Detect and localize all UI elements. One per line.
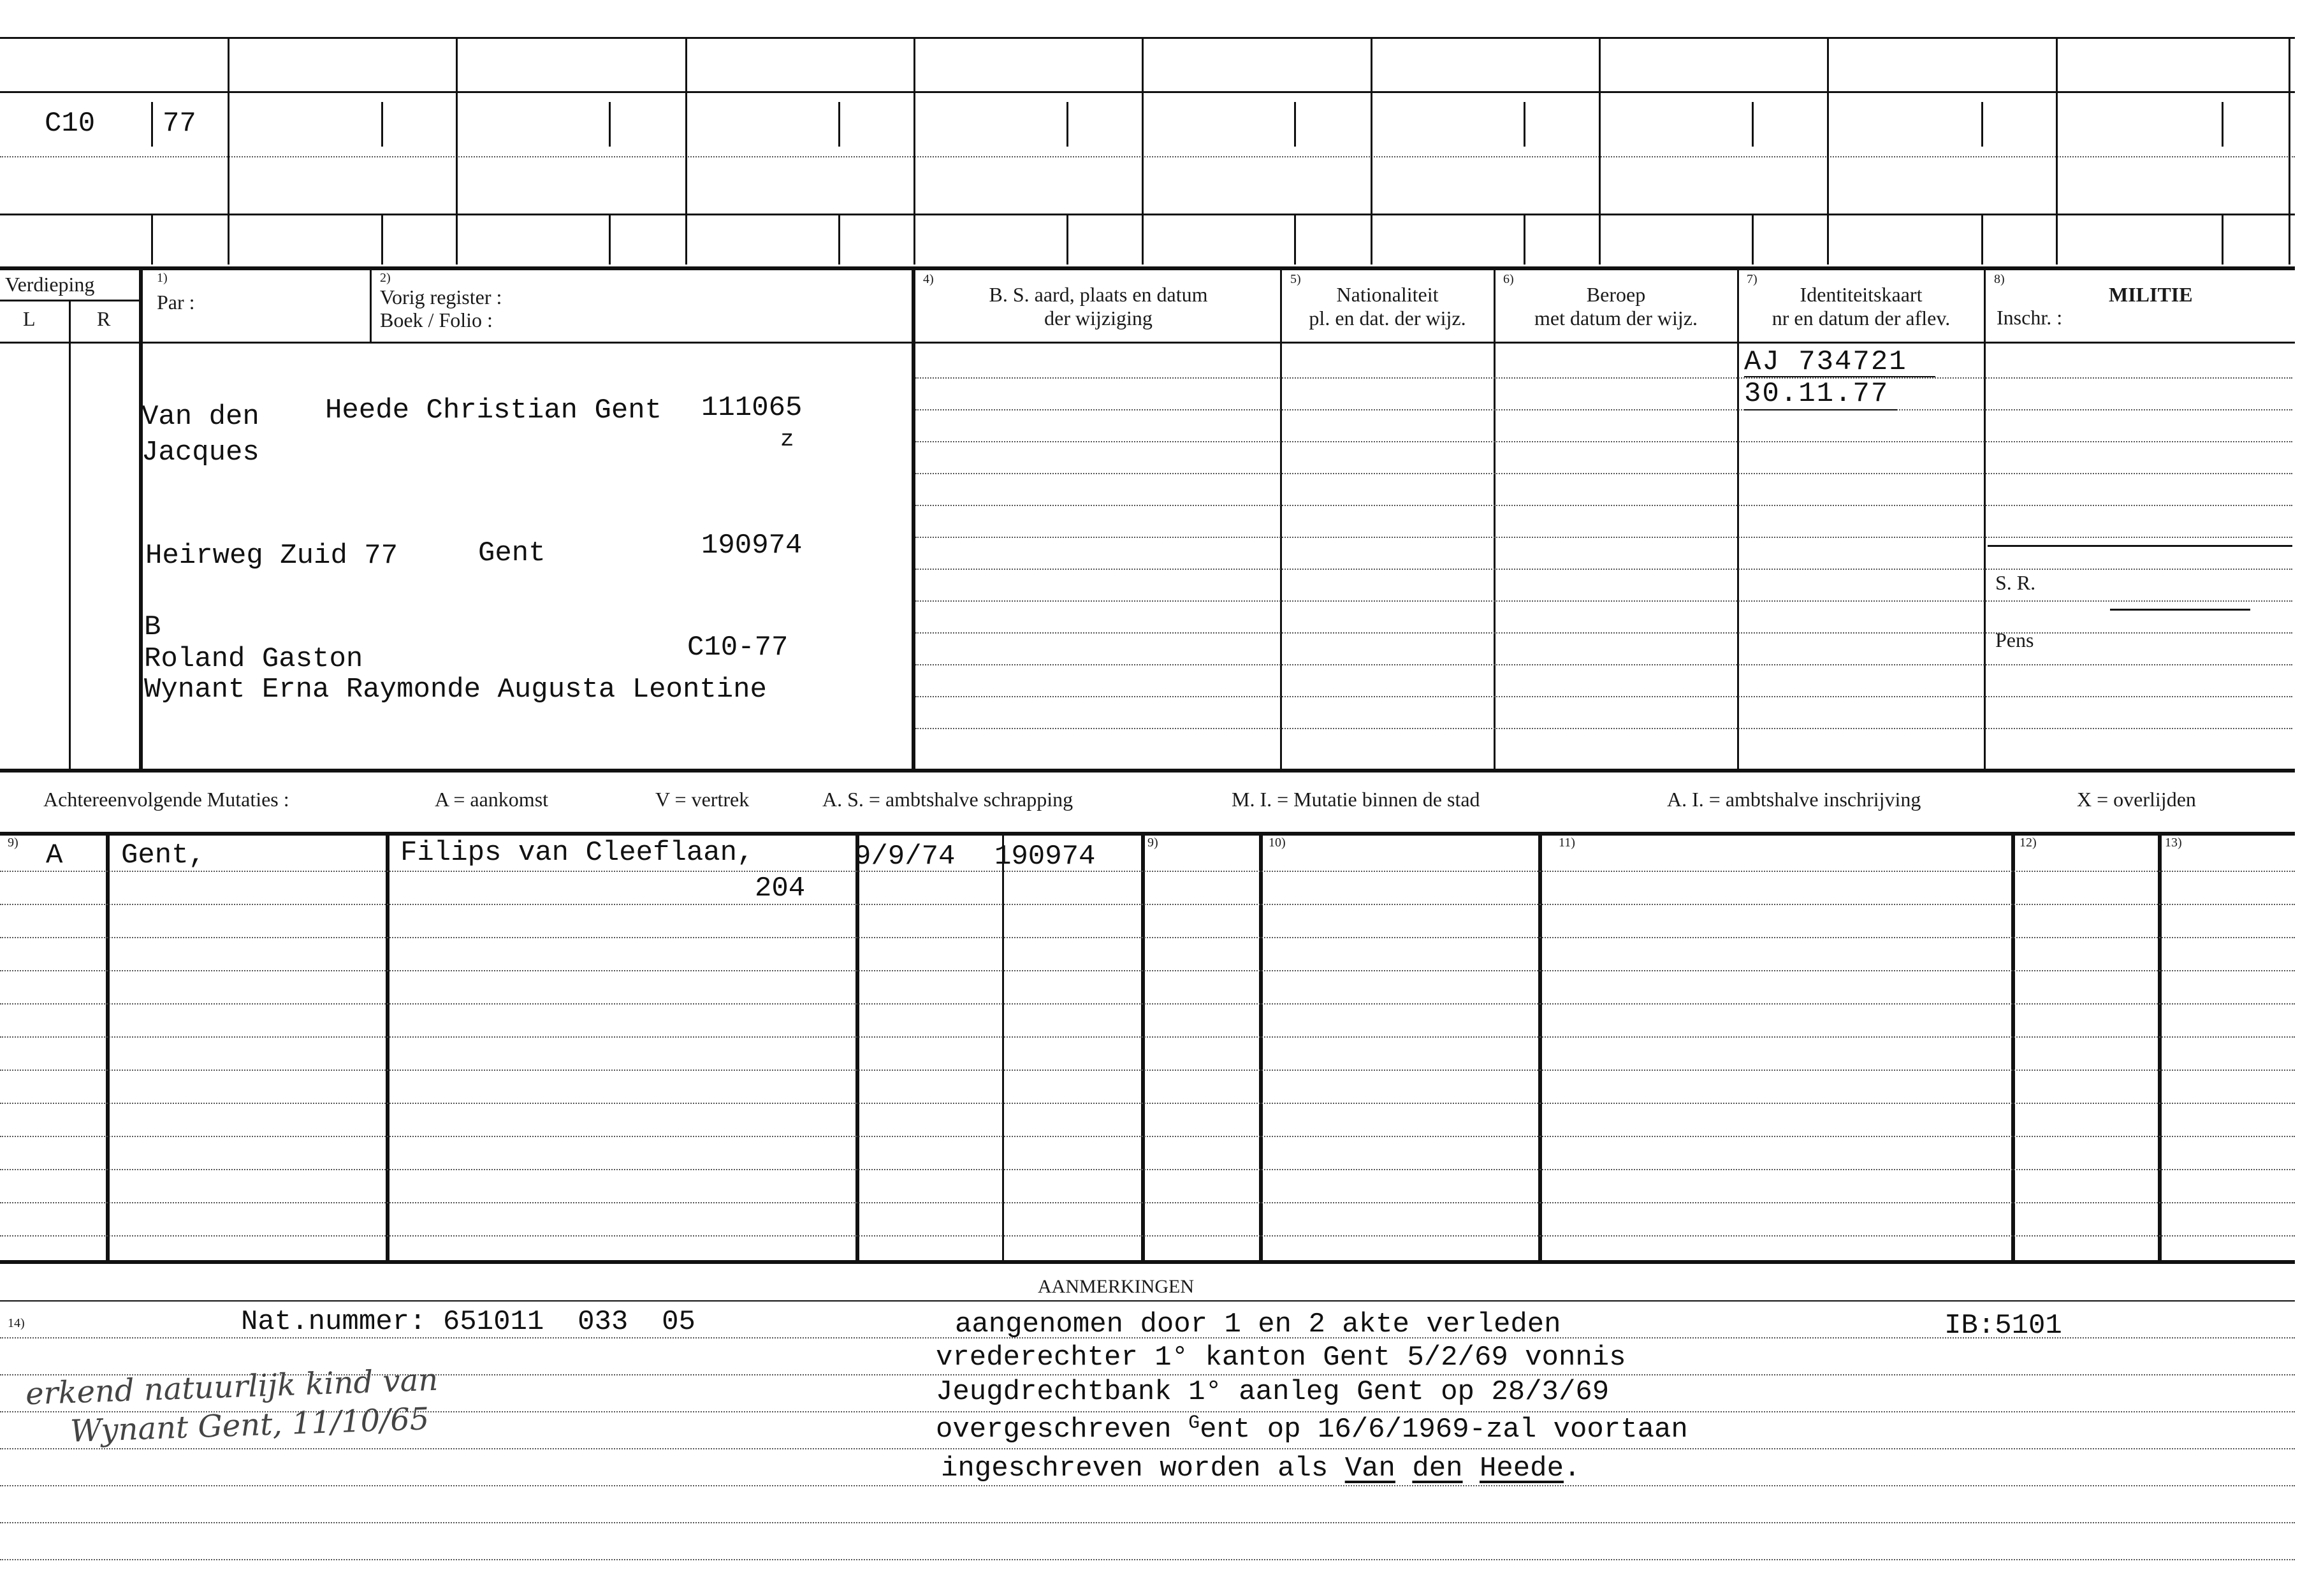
grid-line	[685, 37, 687, 265]
underlined-heede: Heede	[1479, 1453, 1564, 1484]
rule	[915, 664, 2292, 665]
handwritten-note-1: erkend natuurlijk kind van	[25, 1361, 439, 1412]
rule	[915, 632, 2292, 634]
rule	[915, 409, 2292, 410]
city: Gent	[478, 537, 546, 569]
beroep-header-line2: met datum der wijz.	[1534, 306, 1698, 330]
table-bottom-border	[0, 769, 2295, 773]
inschr-label: Inschr. :	[1997, 306, 2063, 329]
col1-number: 1)	[157, 271, 168, 285]
nat-header-line2: pl. en dat. der wijz.	[1309, 306, 1466, 330]
handwritten-note-2: Wynant Gent, 11/10/65	[69, 1401, 430, 1449]
mutation-street: Filips van Cleeflaan,	[400, 837, 754, 869]
grid-line	[2222, 102, 2223, 147]
col-divider-militie	[1984, 269, 1986, 769]
grid-line	[1599, 37, 1601, 265]
mut-col-line	[386, 834, 389, 1260]
grid-line	[228, 37, 229, 265]
grid-line	[2222, 214, 2223, 265]
vorig-register-label: Vorig register :	[380, 286, 502, 308]
grid-line	[1371, 37, 1372, 265]
status: B	[144, 611, 161, 643]
grid-line	[1294, 214, 1296, 265]
mut-col-line	[106, 834, 110, 1260]
legend-as: A. S. = ambtshalve schrapping	[822, 788, 1073, 811]
address-number: 77	[163, 108, 196, 140]
mutation-type: A	[46, 839, 63, 871]
rule	[915, 537, 2292, 538]
remark-line-3: Jeugdrechtbank 1° aanleg Gent op 28/3/69	[936, 1376, 1610, 1408]
ib-code: IB:5101	[1944, 1310, 2062, 1342]
identiteitskaart-header	[1738, 283, 1984, 330]
beroep-header-line1: Beroep	[1586, 283, 1646, 306]
rule	[0, 1559, 2295, 1560]
grid-line	[0, 91, 2295, 93]
mut-col12-number: 12)	[2020, 836, 2037, 850]
grid-line	[1066, 214, 1068, 265]
rule	[915, 377, 2292, 379]
grid-line	[1752, 214, 1754, 265]
mut-col9b-number: 9)	[1147, 836, 1158, 850]
rule	[915, 696, 2292, 697]
bs-header-line2: der wijziging	[1044, 306, 1153, 330]
grid-line	[0, 37, 2295, 39]
grid-line	[151, 214, 153, 265]
header-bottom-border	[0, 342, 2295, 344]
father-name: Roland Gaston	[144, 643, 363, 675]
mut-col-line	[1002, 834, 1004, 1260]
rule	[0, 1136, 2295, 1137]
rule	[0, 1202, 2295, 1203]
col5-number: 5)	[1290, 272, 1301, 286]
mutations-bottom-border	[0, 1260, 2295, 1264]
legend-v: V = vertrek	[655, 788, 750, 811]
underlined-den: den	[1412, 1453, 1463, 1484]
grid-line	[1142, 37, 1144, 265]
id-header-line1: Identiteitskaart	[1800, 283, 1923, 306]
mutations-title: Achtereenvolgende Mutaties :	[43, 788, 289, 811]
left-label: L	[23, 307, 36, 330]
rule	[0, 1448, 2295, 1449]
mut-col10-number: 10)	[1269, 836, 1286, 850]
id-underline	[1744, 376, 1935, 377]
pens-label: Pens	[1995, 628, 2034, 651]
mark-z: z	[780, 426, 794, 453]
boek-folio-label: Boek / Folio :	[380, 308, 493, 331]
remark-line-4a: overgeschreven	[936, 1414, 1189, 1446]
col-divider-nat	[1280, 269, 1282, 769]
grid-line	[151, 102, 153, 147]
mut-col9-number: 9)	[8, 836, 18, 850]
rule	[0, 1070, 2295, 1071]
col8-number: 8)	[1994, 272, 2005, 286]
mut-col-line	[1538, 834, 1542, 1260]
remark-line-5a: ingeschreven worden als	[941, 1453, 1345, 1484]
grid-line	[2289, 37, 2290, 265]
grid-line	[2056, 37, 2058, 265]
rule	[915, 505, 2292, 506]
rule	[0, 937, 2295, 938]
mut-col-line	[2158, 834, 2162, 1260]
grid-line	[1524, 102, 1525, 147]
verdieping-label: Verdieping	[5, 273, 95, 296]
remark-line-5e: .	[1563, 1453, 1581, 1484]
remarks-number: 14)	[8, 1316, 25, 1330]
rule	[0, 970, 2295, 971]
rule	[915, 569, 2292, 570]
beroep-header	[1495, 283, 1737, 330]
grid-line	[381, 102, 383, 147]
militie-header: MILITIE	[2109, 283, 2193, 306]
grid-line	[381, 214, 383, 265]
col6-number: 6)	[1503, 272, 1514, 286]
id-header-line2: nr en datum der aflev.	[1772, 306, 1951, 330]
reference: C10-77	[687, 632, 789, 664]
mother-name: Wynant Erna Raymonde Augusta Leontine	[144, 674, 767, 706]
rule	[0, 1485, 2295, 1486]
grid-line	[609, 102, 611, 147]
id-underline	[1744, 409, 1897, 410]
grid-line	[1294, 102, 1296, 147]
rule	[915, 473, 2292, 474]
rule	[915, 441, 2292, 442]
grid-line	[1524, 214, 1525, 265]
surname-prefix: Van den	[142, 401, 259, 433]
legend-x: X = overlijden	[2077, 788, 2196, 811]
grid-line	[1827, 37, 1829, 265]
rule	[0, 1235, 2295, 1237]
col7-number: 7)	[1747, 272, 1758, 286]
bs-header	[918, 283, 1279, 330]
mutation-date: 9/9/74	[854, 841, 956, 873]
name-line: Heede Christian Gent	[325, 395, 662, 426]
col-divider-bs	[912, 269, 915, 769]
nat-nummer: Nat.nummer: 651011 033 05	[241, 1306, 695, 1338]
mutation-house-number: 204	[755, 873, 806, 904]
rule	[0, 1169, 2295, 1170]
id-card-date: 30.11.77	[1744, 378, 1889, 410]
col-divider-beroep	[1494, 269, 1496, 769]
lr-divider	[69, 300, 71, 769]
street: Heirweg Zuid 77	[145, 540, 398, 572]
address-code: C10	[45, 108, 96, 140]
mutation-code: 190974	[994, 841, 1096, 873]
remark-line-2: vrederechter 1° kanton Gent 5/2/69 vonnis	[936, 1342, 1626, 1374]
remark-line-4c: ent op 16/6/1969-zal voortaan	[1200, 1414, 1688, 1446]
nationaliteit-header	[1281, 283, 1494, 330]
mut-col-line	[2011, 834, 2015, 1260]
nat-header-line1: Nationaliteit	[1336, 283, 1439, 306]
rule	[0, 871, 2295, 872]
grid-line	[838, 214, 840, 265]
rule	[0, 904, 2295, 905]
col4-number: 4)	[923, 272, 934, 286]
remarks-title-line	[0, 1300, 2295, 1302]
militie-divider	[1988, 545, 2292, 547]
first-name-2: Jacques	[142, 437, 259, 468]
rule	[915, 600, 2292, 602]
rule	[915, 728, 2292, 729]
header-top-border	[0, 266, 2295, 270]
grid-line	[1981, 102, 1983, 147]
grid-line	[0, 214, 2295, 215]
grid-line	[1752, 102, 1754, 147]
id-card-number: AJ 734721	[1744, 346, 1907, 378]
mut-col-line	[1259, 834, 1263, 1260]
mut-col-line	[855, 834, 859, 1260]
mut-col11-number: 11)	[1559, 836, 1575, 850]
rule	[0, 1036, 2295, 1038]
underlined-van: Van	[1344, 1453, 1395, 1484]
grid-line	[1066, 102, 1068, 147]
legend-ai: A. I. = ambtshalve inschrijving	[1667, 788, 1921, 811]
remark-line-4	[936, 1414, 1688, 1444]
bs-header-line1: B. S. aard, plaats en datum	[989, 283, 1208, 306]
grid-line	[838, 102, 840, 147]
sr-line	[2110, 609, 2250, 611]
grid-line	[1981, 214, 1983, 265]
mut-col-line	[1141, 834, 1145, 1260]
col-divider-vorig	[370, 269, 372, 342]
grid-line	[913, 37, 915, 265]
mut-col13-number: 13)	[2165, 836, 2182, 850]
col-divider-par	[139, 269, 143, 769]
rule	[0, 1522, 2295, 1523]
sr-label: S. R.	[1995, 571, 2036, 594]
birth-code: 111065	[701, 392, 803, 424]
col2-number: 2)	[380, 271, 391, 285]
remark-line-4b: G	[1188, 1412, 1200, 1434]
remarks-title: AANMERKINGEN	[1038, 1276, 1194, 1297]
legend-a: A = aankomst	[435, 788, 549, 811]
grid-line	[609, 214, 611, 265]
legend-mi: M. I. = Mutatie binnen de stad	[1232, 788, 1480, 811]
grid-line	[456, 37, 458, 265]
grid-line	[0, 156, 2295, 157]
right-label: R	[97, 307, 111, 330]
par-label: Par :	[157, 291, 195, 314]
rule	[0, 1003, 2295, 1005]
col-divider-id	[1737, 269, 1739, 769]
registration-date: 190974	[701, 530, 803, 562]
rule	[0, 1103, 2295, 1104]
remark-line-5	[941, 1455, 1580, 1483]
remark-line-1: aangenomen door 1 en 2 akte verleden	[955, 1309, 1561, 1340]
mutation-city: Gent,	[121, 839, 206, 871]
